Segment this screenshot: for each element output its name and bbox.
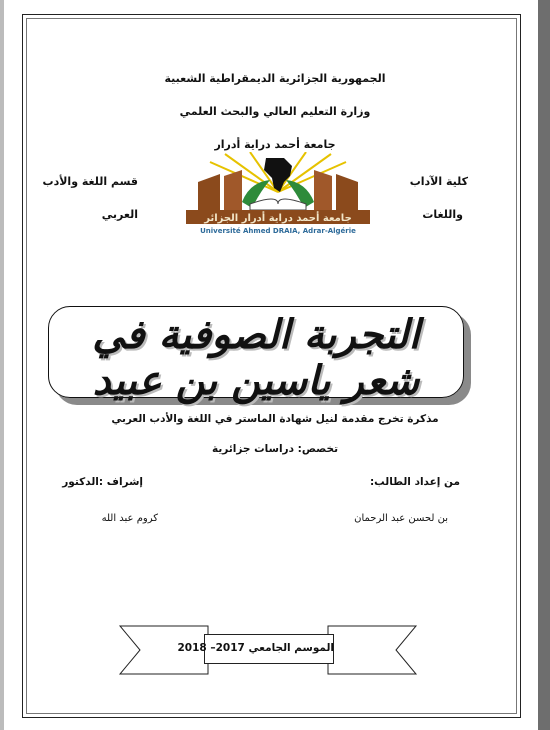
university-logo [180,152,376,236]
university-heading: جامعة أحمد دراية أدرار [214,138,336,151]
logo-latin-text: Université Ahmed DRAIA, Adrar-Algérie [200,227,356,235]
republic-heading: الجمهورية الجزائرية الديمقراطية الشعبية [164,72,386,85]
supervisor-label: إشراف :الدكتور [62,476,143,488]
thesis-subtitle: مذكرة تخرج مقدمة لنيل شهادة الماستر في اللغة والأدب العربي [111,413,439,425]
ministry-heading: وزارة التعليم العالي والبحث العلمي [179,105,371,118]
department-line-1: قسم اللغة والأدب [42,175,138,188]
student-name: بن لحسن عبد الرحمان [354,513,448,524]
supervisor-name: كروم عبد الله [101,513,158,524]
department-line-2: العربي [101,208,138,221]
academic-year: الموسم الجامعي 2017– 2018 [177,642,334,654]
student-label: من إعداد الطالب: [369,476,460,488]
faculty-line-1: كلية الآداب [409,175,468,188]
viewer-background [538,0,550,730]
thesis-title: التجربة الصوفية في شعر ياسين بن عبيد [92,312,420,404]
page-left-edge [0,0,4,730]
logo-arabic-text: جامعة أحمد دراية أدرار الجزائر [204,213,352,224]
specialty-line: تخصص: دراسات جزائرية [211,443,339,455]
faculty-line-2: واللغات [422,208,463,221]
